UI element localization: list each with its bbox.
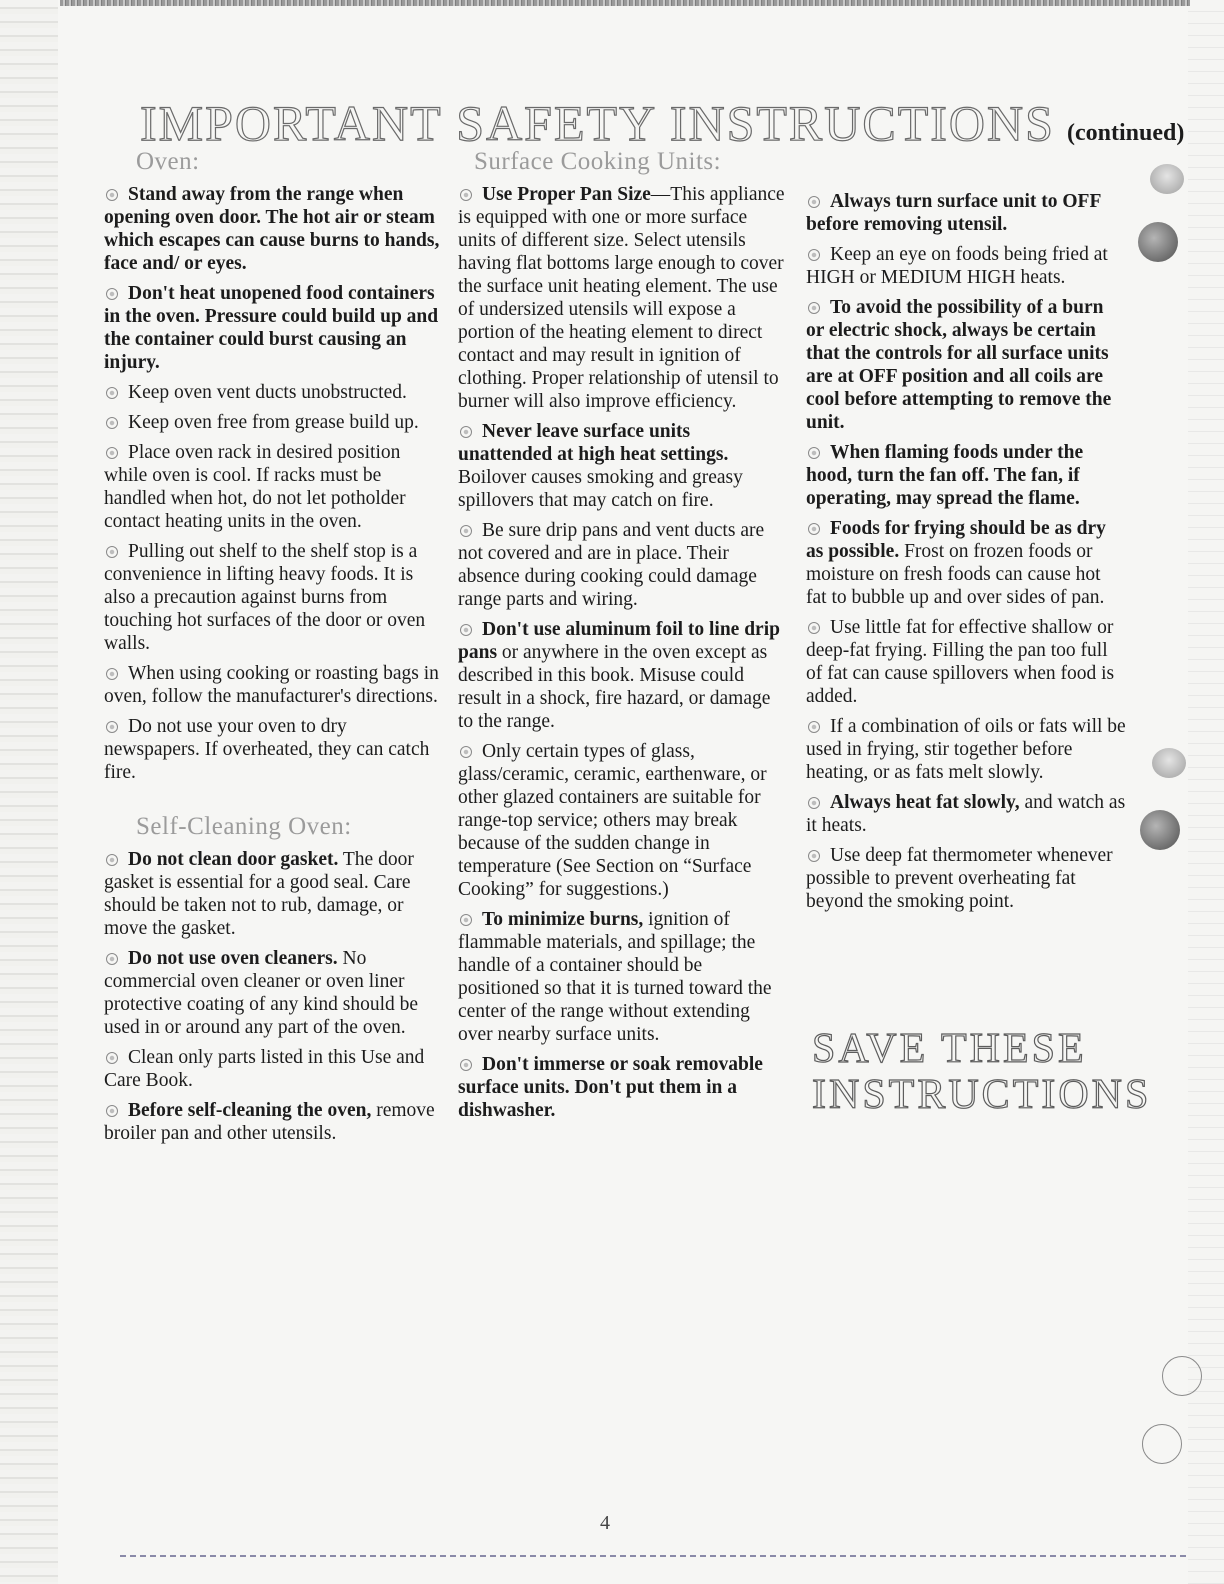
item-text: Use deep fat thermometer whenever possible to prevent overheating fat beyond the smoking point. (806, 845, 1113, 912)
list-item (104, 662, 444, 708)
binder-hole-upper (1138, 222, 1178, 262)
scan-edge-top (60, 0, 1190, 6)
list-item (104, 282, 444, 374)
item-text: Keep an eye on foods being fried at HIGH or MEDIUM HIGH heats. (806, 244, 1108, 288)
bullet-icon (460, 426, 472, 438)
binder-tab-middle (1152, 748, 1186, 778)
list-item (104, 381, 444, 404)
bullet-icon (460, 189, 472, 201)
scan-edge-right (1188, 0, 1224, 1584)
list-item (104, 411, 444, 434)
list-item (458, 519, 788, 611)
list-item (806, 296, 1126, 434)
list-item (104, 947, 444, 1039)
self-cleaning-list (104, 848, 444, 1145)
item-bold-text: Do not clean door gasket. (128, 849, 339, 870)
item-bold-text: Use Proper Pan Size (482, 184, 651, 205)
list-item (104, 848, 444, 940)
section-heading-oven: Oven: (136, 148, 200, 175)
list-item (458, 183, 788, 413)
binder-ring-upper (1162, 1356, 1202, 1396)
bullet-icon (808, 447, 820, 459)
item-text: Place oven rack in desired position while oven is cool. If racks must be handled when hot, do not let potholder contact heating units in the oven. (104, 442, 406, 532)
list-item (806, 243, 1126, 289)
binder-hole-lower (1140, 810, 1180, 850)
bullet-icon (460, 624, 472, 636)
scan-edge-left (0, 0, 58, 1584)
list-item (104, 1099, 444, 1145)
surface-list (458, 183, 788, 1122)
bullet-icon (106, 447, 118, 459)
item-bold-text: Do not use oven cleaners. (128, 948, 338, 969)
bullet-icon (106, 668, 118, 680)
column-oven (104, 150, 444, 1152)
item-bold-text: Always heat fat slowly, (830, 792, 1020, 813)
item-text: Keep oven free from grease build up. (128, 412, 419, 433)
page-title (140, 94, 1185, 151)
item-text: Clean only parts listed in this Use and Care Book. (104, 1047, 425, 1091)
list-item (104, 183, 444, 275)
binder-ring-lower (1142, 1424, 1182, 1464)
list-item (806, 517, 1126, 609)
title-main: IMPORTANT SAFETY INSTRUCTIONS (140, 95, 1055, 151)
bullet-icon (808, 196, 820, 208)
surface-continued-list (806, 190, 1126, 913)
item-bold-text: Don't heat unopened food containers in the oven. Pressure could build up and the container could burst causing an injury. (104, 283, 439, 373)
list-item (458, 1053, 788, 1122)
list-item (104, 540, 444, 655)
item-bold-text: Foods for frying should be as dry as possible. (806, 518, 1106, 562)
bullet-icon (460, 746, 472, 758)
item-text: and watch as it heats. (806, 792, 1126, 836)
item-text: Boilover causes smoking and greasy spillovers that may catch on fire. (458, 467, 743, 511)
item-bold-text: To minimize burns, (482, 909, 644, 930)
item-text: or anywhere in the oven except as described in this book. Misuse could result in a shock, fire hazard, or damage to the range. (458, 642, 771, 732)
bullet-icon (460, 914, 472, 926)
bullet-icon (106, 546, 118, 558)
bullet-icon (106, 854, 118, 866)
list-item (104, 1046, 444, 1092)
item-text: remove broiler pan and other utensils. (104, 1100, 435, 1144)
item-text: Frost on frozen foods or moisture on fresh foods can cause hot fat to bubble up and over sides of pan. (806, 541, 1105, 608)
item-text: No commercial oven cleaner or oven liner protective coating of any kind should be used in or around any part of the oven. (104, 948, 419, 1038)
bullet-icon (808, 249, 820, 261)
bullet-icon (460, 1059, 472, 1071)
item-bold-text: Always turn surface unit to OFF before removing utensil. (806, 191, 1101, 235)
item-text: If a combination of oils or fats will be used in frying, stir together before heating, or as fats melt slowly. (806, 716, 1126, 783)
bullet-icon (808, 721, 820, 733)
list-item (458, 740, 788, 901)
binder-tab-top (1150, 164, 1184, 194)
item-text: —This appliance is equipped with one or more surface units of different size. Select utensils having flat bottoms large enough to cover the surface unit heating element. The use of undersized utensils will expose a portion of the heating element to direct contact and may result in ignition of clothing. Proper relationship of utensil to burner will also improve efficiency. (458, 184, 785, 412)
bullet-icon (808, 797, 820, 809)
list-item (104, 441, 444, 533)
item-bold-text: To avoid the possibility of a burn or electric shock, always be certain that the controls for all surface units are at OFF position and all coils are cool before attempting to remove the unit. (806, 297, 1112, 433)
save-instructions-notice: SAVE THESE INSTRUCTIONS (812, 1026, 1152, 1118)
item-bold-text: Don't use aluminum foil to line drip pans (458, 619, 780, 663)
item-bold-text: Don't immerse or soak removable surface units. Don't put them in a dishwasher. (458, 1054, 763, 1121)
bullet-icon (460, 525, 472, 537)
item-bold-text: Before self-cleaning the oven, (128, 1100, 372, 1121)
oven-list (104, 183, 444, 784)
item-text: The door gasket is essential for a good seal. Care should be taken not to rub, damage, or move the gasket. (104, 849, 414, 939)
bullet-icon (106, 387, 118, 399)
bullet-icon (106, 1105, 118, 1117)
item-text: Do not use your oven to dry newspapers. If overheated, they can catch fire. (104, 716, 430, 783)
item-bold-text: When flaming foods under the hood, turn the fan off. The fan, if operating, may spread the flame. (806, 442, 1084, 509)
list-item (458, 908, 788, 1046)
column-surface-continued (806, 190, 1126, 920)
column-surface (458, 150, 788, 1129)
item-text: Use little fat for effective shallow or deep-fat frying. Filling the pan too full of fat can cause spillovers when food is added. (806, 617, 1115, 707)
item-bold-text: Stand away from the range when opening oven door. The hot air or steam which escapes can cause burns to hands, face and/ or eyes. (104, 184, 440, 274)
title-continued: (continued) (1066, 120, 1185, 146)
bullet-icon (808, 850, 820, 862)
item-text: Only certain types of glass, glass/ceramic, ceramic, earthenware, or other glazed containers are suitable for range-top service; others may break because of the sudden change in temperature (See Section on “Surface Cooking” for suggestions.) (458, 741, 767, 900)
bullet-icon (808, 622, 820, 634)
section-heading-surface: Surface Cooking Units: (474, 148, 722, 175)
bullet-icon (106, 189, 118, 201)
bullet-icon (106, 417, 118, 429)
item-text: Keep oven vent ducts unobstructed. (128, 382, 407, 403)
page-number: 4 (600, 1512, 610, 1534)
item-text: When using cooking or roasting bags in oven, follow the manufacturer's directions. (104, 663, 439, 707)
list-item (806, 441, 1126, 510)
list-item (806, 616, 1126, 708)
bullet-icon (808, 302, 820, 314)
list-item (806, 190, 1126, 236)
list-item (458, 420, 788, 512)
list-item (806, 715, 1126, 784)
item-bold-text: Never leave surface units unattended at high heat settings. (458, 421, 729, 465)
section-heading-self-cleaning: Self-Cleaning Oven: (136, 813, 352, 840)
bullet-icon (808, 523, 820, 535)
list-item (458, 618, 788, 733)
scan-edge-bottom (120, 1555, 1190, 1557)
item-text: Be sure drip pans and vent ducts are not covered and are in place. Their absence during cooking could damage range parts and wiring. (458, 520, 765, 610)
item-text: Pulling out shelf to the shelf stop is a convenience in lifting heavy foods. It is also a precaution against burns from touching hot surfaces of the door or oven walls. (104, 541, 426, 654)
item-text: ignition of flammable materials, and spillage; the handle of a container should be positioned so that it is turned toward the center of the range without extending over nearby surface units. (458, 909, 772, 1045)
bullet-icon (106, 721, 118, 733)
bullet-icon (106, 288, 118, 300)
bullet-icon (106, 953, 118, 965)
bullet-icon (106, 1052, 118, 1064)
list-item (104, 715, 444, 784)
list-item (806, 791, 1126, 837)
list-item (806, 844, 1126, 913)
